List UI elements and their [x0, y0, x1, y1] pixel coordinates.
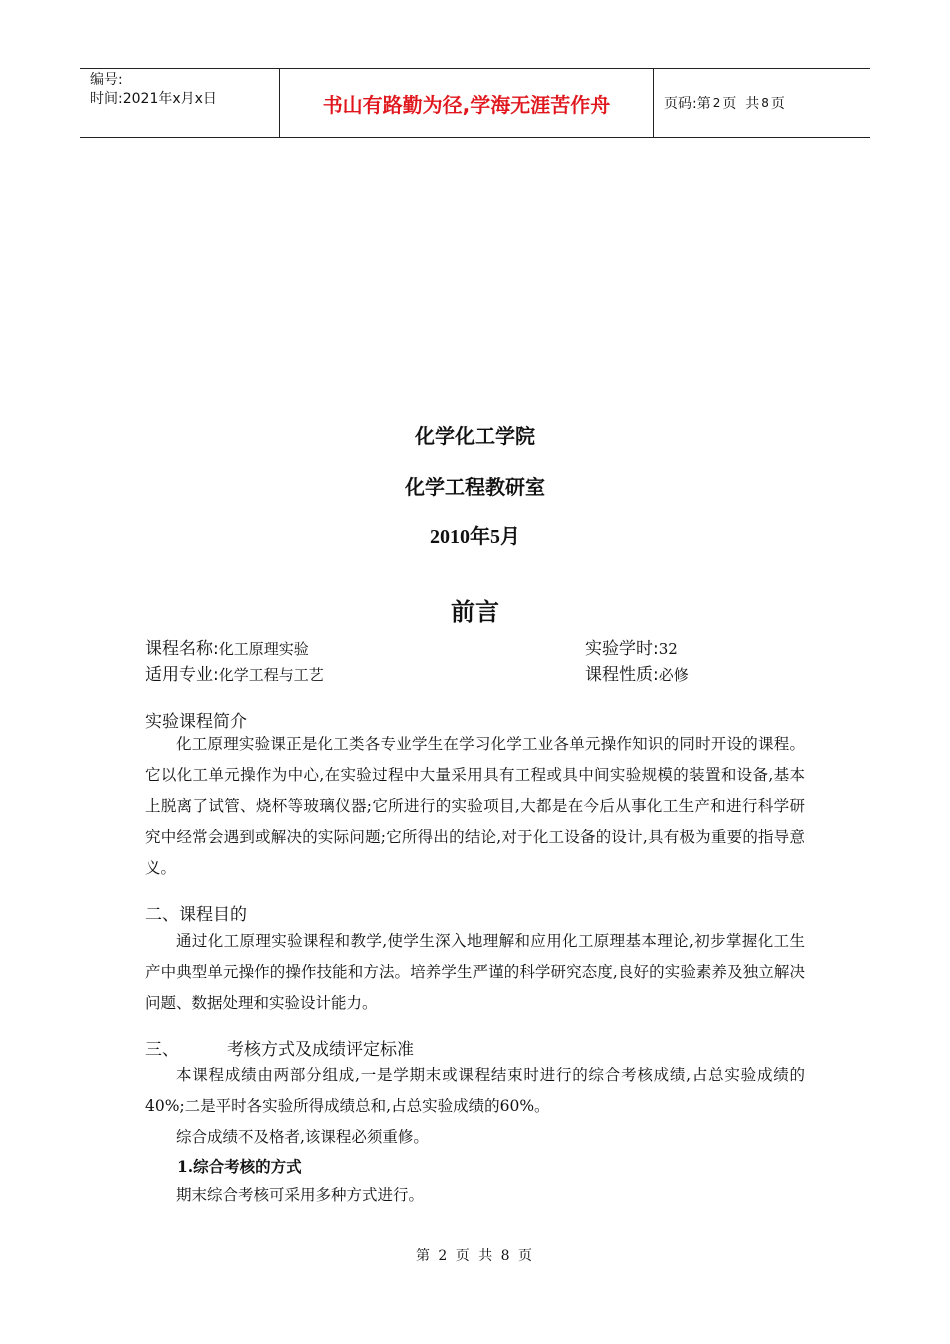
hours-label: 实验学时:: [585, 639, 659, 659]
assess-paragraph-2: 综合成绩不及格者,该课程必须重修。: [176, 1128, 429, 1146]
header-motto: 书山有路勤为径,学海无涯苦作舟: [280, 69, 654, 137]
course-name-label: 课程名称:: [145, 639, 219, 659]
major-row: [145, 660, 324, 685]
major-value: 化学工程与工艺: [218, 666, 324, 684]
sub1-paragraph: 期末综合考核可采用多种方式进行。: [176, 1186, 425, 1204]
page-current: 2: [712, 96, 721, 110]
page-total: 8: [761, 96, 769, 110]
intro-paragraph: 化工原理实验课正是化工类各专业学生在学习化学工业各单元操作知识的同时开设的课程。它以化工单元操作为中心,在实验过程中大量采用具有工程或具中间实验规模的装置和设备,基本上脱离了试管、烧杯等玻璃仪器;它所进行的实验项目,大都是在今后从事化工生产和进行科学研究中经常会遇到或解决的实际问题;它所得出的结论,对于化工设备的设计,具有极为重要的指导意义。: [145, 735, 805, 877]
sub1-heading: 1.综合考核的方式: [177, 1157, 302, 1176]
course-name-value: 化工原理实验: [218, 640, 309, 658]
header-page-info: [654, 69, 870, 137]
page-suffix: 页: [770, 96, 785, 112]
hours-row: [585, 634, 678, 659]
header-table: [80, 68, 870, 138]
hours-value: 32: [658, 640, 678, 658]
assess-paragraph-1: 本课程成绩由两部分组成,一是学期末或课程结束时进行的综合考核成绩,占总实验成绩的40%;二是平时各实验所得成绩总和,占总实验成绩的60%。: [145, 1066, 805, 1115]
nature-row: [585, 660, 689, 685]
major-label: 适用专业:: [145, 665, 219, 685]
page-footer: 第 2 页 共 8 页: [415, 1248, 535, 1264]
assess-heading: 考核方式及成绩评定标准: [227, 1040, 414, 1060]
course-name-row: [145, 634, 309, 659]
department-title: 化学工程教研室: [405, 475, 545, 499]
college-title: 化学化工学院: [415, 424, 535, 448]
nature-label: 课程性质:: [585, 665, 659, 685]
goal-heading: 二、课程目的: [145, 905, 247, 925]
nature-value: 必修: [658, 666, 689, 684]
date-title: 2010年5月: [430, 526, 520, 548]
intro-heading: 实验课程简介: [145, 712, 247, 732]
page-prefix: 页码:第: [664, 96, 711, 112]
goal-paragraph: 通过化工原理实验课程和教学,使学生深入地理解和应用化工原理基本理论,初步掌握化工生产中典型单元操作的操作技能和方法。培养学生严谨的科学研究态度,良好的实验素养及独立解决问题、数据处理和实验设计能力。: [145, 932, 805, 1012]
preface-title: 前言: [451, 598, 499, 626]
page-middle: 页 共: [722, 96, 760, 112]
time-label: 时间:2021年x月x日: [90, 91, 217, 107]
number-label: 编号:: [90, 72, 123, 88]
assess-heading-row: [145, 1035, 414, 1060]
header-left-cell: [80, 69, 280, 137]
assess-number: 三、: [145, 1040, 179, 1060]
